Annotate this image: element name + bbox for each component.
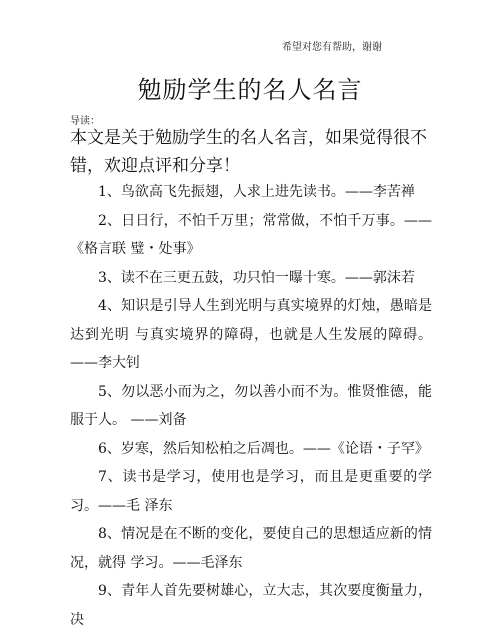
quote-item-8: 8、情况是在不断的变化，要使自己的思想适应新的情况，就得 学习。——毛泽东: [70, 526, 432, 571]
quote-item-7: 7、读书是学习，使用也是学习，而且是更重要的学习。——毛 泽东: [70, 469, 432, 514]
quote-item-3: 3、读不在三更五鼓，功只怕一曝十寒。——郭沫若: [98, 269, 415, 286]
intro-paragraph: 本文是关于勉励学生的名人名言，如果觉得很不错，欢迎点评和分享！: [70, 128, 427, 176]
quote-item-9: 9、青年人首先要树雄心，立大志，其次要度衡量力，决: [70, 583, 432, 628]
quote-list: [70, 178, 432, 634]
quote-item-5: 5、勿以恶小而为之，勿以善小而不为。惟贤惟德，能服于人。 ——刘备: [70, 383, 432, 428]
intro-label: 导读：: [70, 116, 100, 127]
quote-item-6: 6、岁寒，然后知松柏之后凋也。——《论语・子罕》: [98, 440, 429, 457]
quote-item-2: 2、日日行，不怕千万里；常常做，不怕千万事。——《格言联 璧・处事》: [70, 212, 432, 257]
quote-item-4: 4、知识是引导人生到光明与真实境界的灯烛，愚暗是达到光明 与真实境界的障碍，也就是人生发展的障碍。——李大钊: [70, 298, 432, 371]
quote-item-1: 1、鸟欲高飞先振翅，人求上进先读书。——李苦禅: [98, 184, 415, 200]
header-note: 希望对您有帮助，谢谢: [282, 42, 382, 53]
document-title: 勉励学生的名人名言: [137, 76, 363, 104]
